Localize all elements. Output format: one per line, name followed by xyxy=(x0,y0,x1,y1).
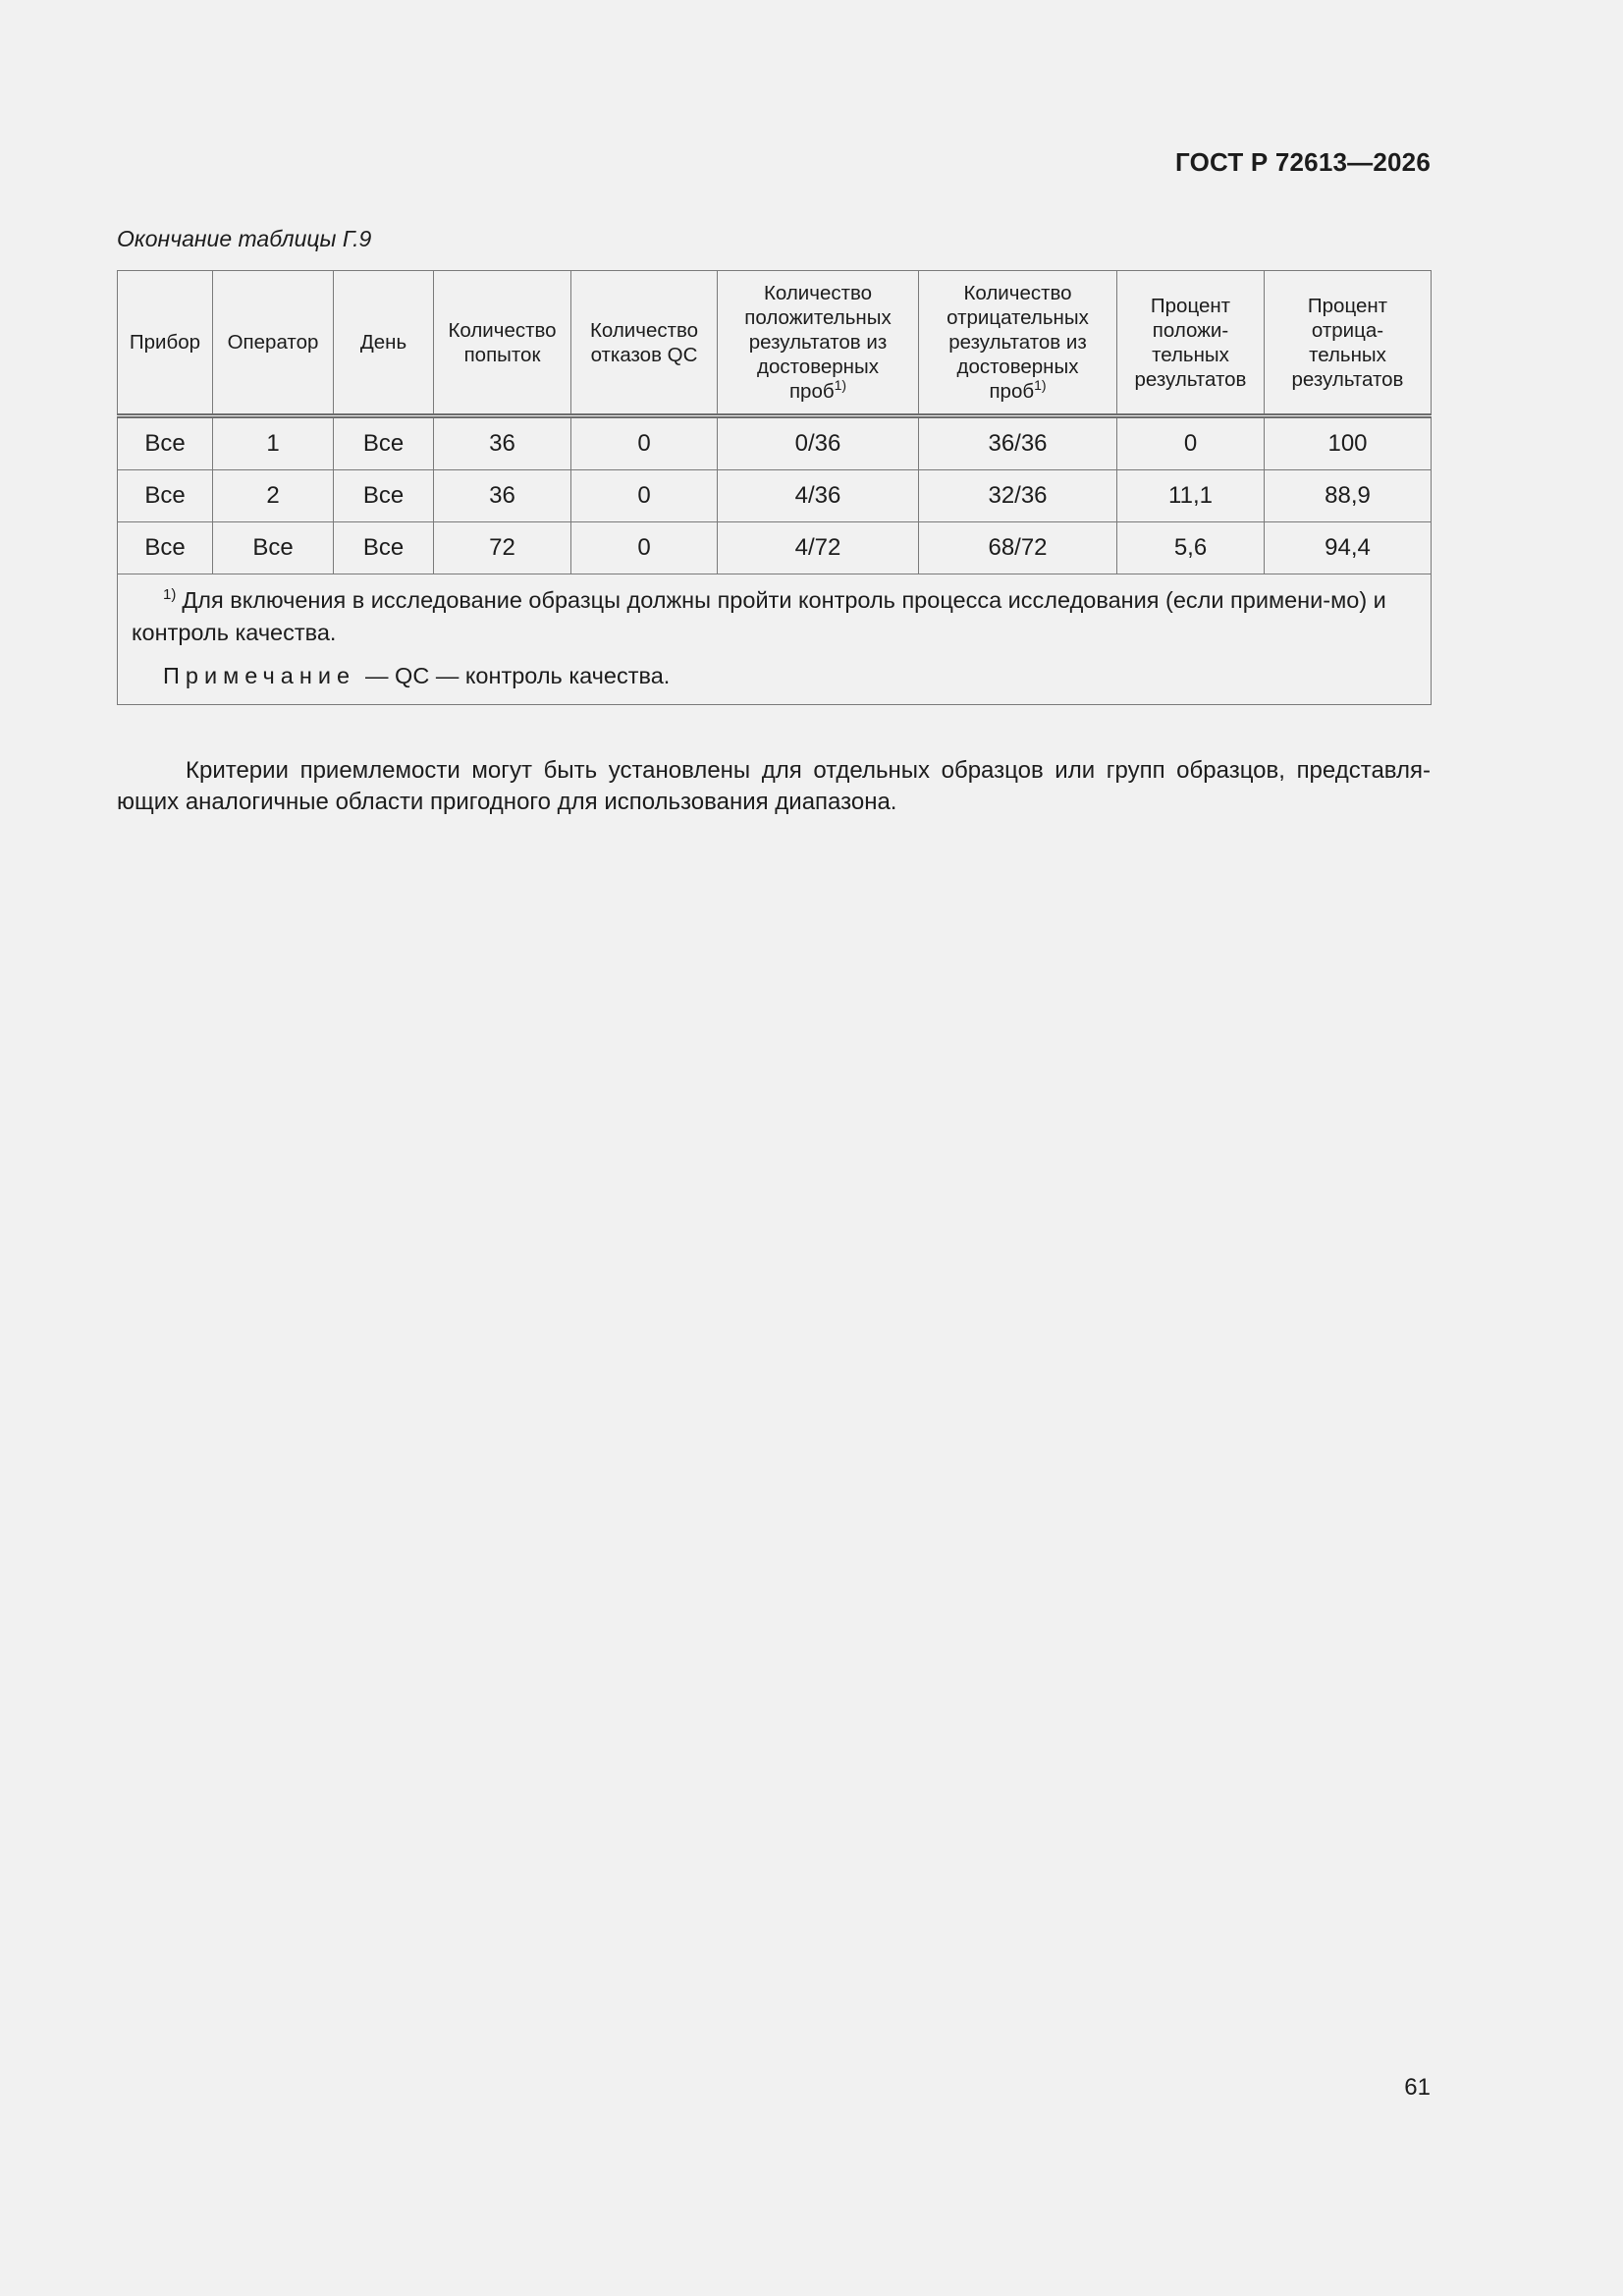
table-cell: 4/72 xyxy=(718,522,919,574)
table-cell: Все xyxy=(334,470,434,522)
table-row xyxy=(118,470,1432,522)
header-day: День xyxy=(334,271,434,416)
table-cell: Все xyxy=(213,522,334,574)
table-row xyxy=(118,416,1432,470)
table-cell: Все xyxy=(118,522,213,574)
footnote-marker: 1) xyxy=(163,586,177,604)
table-cell: 1 xyxy=(213,416,334,470)
table-cell: 68/72 xyxy=(919,522,1117,574)
header-operator: Оператор xyxy=(213,271,334,416)
header-positive-results: Количество положительных результатов из достоверных проб$^{1)}$ xyxy=(718,271,919,416)
header-percent-positive: Процент положи-тельных результатов xyxy=(1117,271,1265,416)
page-number: 61 xyxy=(1404,2074,1431,2101)
table-note xyxy=(132,660,1417,692)
results-table xyxy=(117,270,1432,705)
table-notes-row xyxy=(118,574,1432,705)
note-label: Примечание xyxy=(163,663,356,688)
header-device: Прибор xyxy=(118,271,213,416)
table-cell: Все xyxy=(118,416,213,470)
body-paragraph: Критерии приемлемости могут быть установлены для отдельных образцов или групп образцов, представля-ющих аналогичные области пригодного для использования диапазона. xyxy=(117,757,1431,815)
table-cell: 0 xyxy=(571,522,718,574)
table-cell: 11,1 xyxy=(1117,470,1265,522)
table-cell: Все xyxy=(118,470,213,522)
footnote-text: Для включения в исследование образцы должны пройти контроль процесса исследования (если примени-мо) и контроль качества. xyxy=(132,587,1386,645)
table-cell: 72 xyxy=(434,522,571,574)
footnote-ref: 1) xyxy=(1034,377,1047,394)
header-negative-results: Количество отрицательных результатов из достоверных проб$^{1)}$ xyxy=(919,271,1117,416)
document-code: ГОСТ Р 72613—2026 xyxy=(1175,147,1431,177)
table-cell: 5,6 xyxy=(1117,522,1265,574)
table-row xyxy=(118,522,1432,574)
table-cell: 36 xyxy=(434,416,571,470)
table-cell: 100 xyxy=(1265,416,1432,470)
footnote-ref: 1) xyxy=(834,377,847,394)
table-cell: Все xyxy=(334,416,434,470)
table-notes xyxy=(118,574,1432,705)
table-cell: 0 xyxy=(571,470,718,522)
table-footnote xyxy=(132,584,1417,649)
table-caption: Окончание таблицы Г.9 xyxy=(117,226,372,251)
header-attempts: Количество попыток xyxy=(434,271,571,416)
note-text: — QC — контроль качества. xyxy=(365,663,671,688)
header-percent-negative: Процент отрица-тельных результатов xyxy=(1265,271,1432,416)
table-cell: 36 xyxy=(434,470,571,522)
table-header-row xyxy=(118,271,1432,416)
table-cell: 0/36 xyxy=(718,416,919,470)
table-cell: 88,9 xyxy=(1265,470,1432,522)
table-cell: 0 xyxy=(571,416,718,470)
table-cell: Все xyxy=(334,522,434,574)
table-cell: 4/36 xyxy=(718,470,919,522)
table-cell: 2 xyxy=(213,470,334,522)
table-cell: 36/36 xyxy=(919,416,1117,470)
table-cell: 32/36 xyxy=(919,470,1117,522)
table-cell: 94,4 xyxy=(1265,522,1432,574)
table-cell: 0 xyxy=(1117,416,1265,470)
header-qc-failures: Количество отказов QC xyxy=(571,271,718,416)
